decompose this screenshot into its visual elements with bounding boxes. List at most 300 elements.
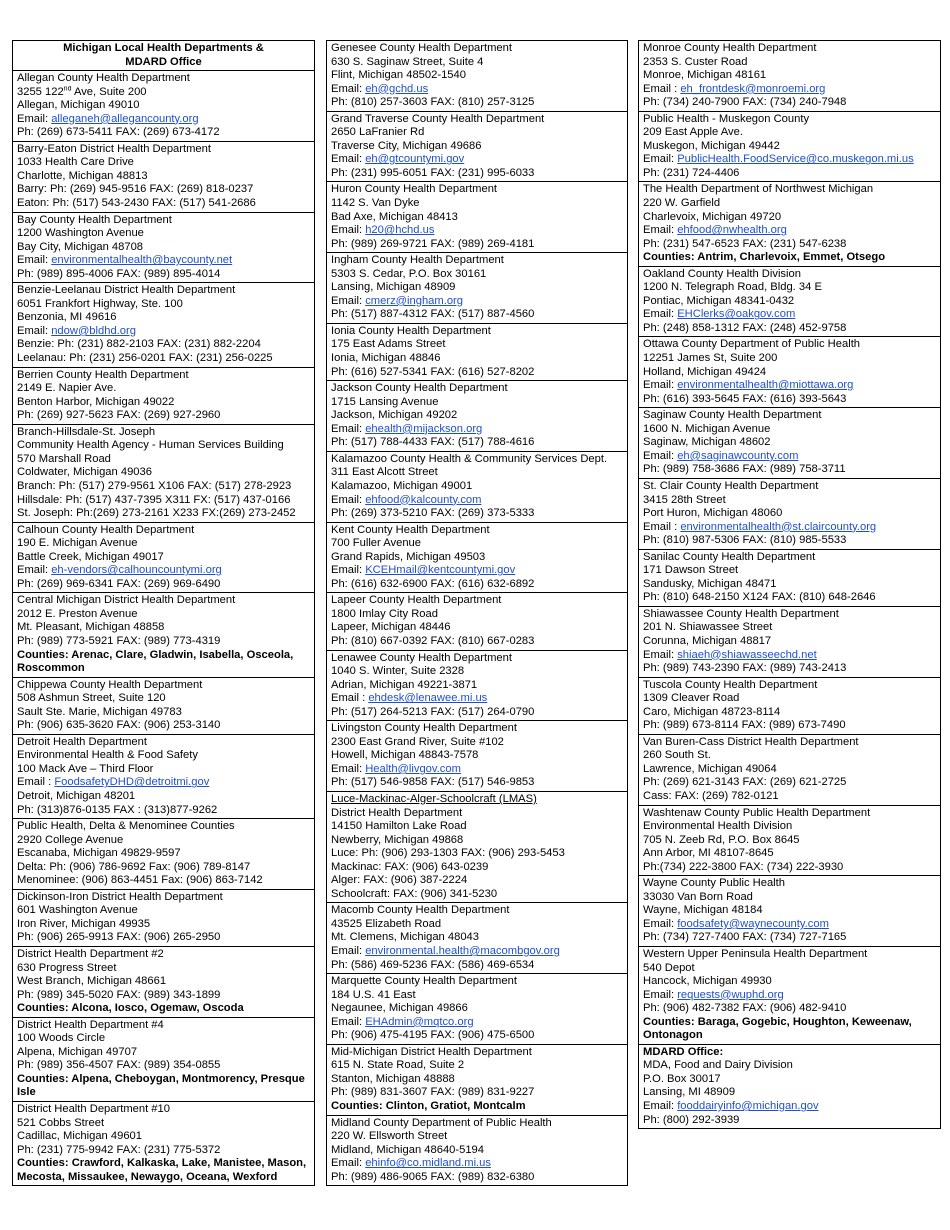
entry-line: Lawrence, Michigan 49064: [643, 762, 777, 775]
email-label: Email:: [331, 422, 366, 435]
email-label: Email:: [643, 648, 678, 661]
department-name: The Health Department of Northwest Michigan: [643, 183, 874, 196]
entry-line: Ph: (989) 743-2390 FAX: (989) 743-2413: [643, 662, 847, 675]
entry-line: Negaunee, Michigan 49866: [331, 1002, 468, 1015]
entry-line: Ph: (616) 527-5341 FAX: (616) 527-8202: [331, 365, 535, 378]
email-label: Email:: [331, 493, 366, 506]
department-entry: [327, 593, 627, 650]
entry-line: Ph: (906) 475-4195 FAX: (906) 475-6500: [331, 1029, 535, 1042]
department-name: Calhoun County Health Department: [17, 523, 195, 536]
email-label: Email:: [331, 224, 366, 237]
entry-line: Ph: (517) 264-5213 FAX: (517) 264-0790: [331, 705, 535, 718]
department-entry: [13, 947, 314, 1018]
department-entry: [639, 1045, 940, 1129]
entry-line: Muskegon, Michigan 49442: [643, 139, 780, 152]
email-link[interactable]: requests@wuphd.org: [677, 988, 784, 1001]
entry-line: Coldwater, Michigan 49036: [17, 466, 152, 479]
entry-line: [643, 989, 936, 1003]
counties-served: Counties: Baraga, Gogebic, Houghton, Keweenaw, Ontonagon: [643, 1015, 912, 1042]
entry-line: 190 E. Michigan Avenue: [17, 537, 138, 550]
entry-line: [643, 83, 936, 97]
entry-line: Luce: Ph: (906) 293-1303 FAX: (906) 293-5453: [331, 847, 565, 860]
department-entry: [13, 283, 314, 367]
email-link[interactable]: ehfood@kalcounty.com: [365, 493, 482, 506]
email-link[interactable]: environmentalhealth@miottawa.org: [677, 379, 854, 392]
department-name: Van Buren-Cass District Health Department: [643, 735, 859, 748]
entry-line-text: Luce-Mackinac-Alger-Schoolcraft (LMAS): [331, 792, 537, 805]
department-entry: [327, 792, 627, 903]
department-name: Wayne County Public Health: [643, 877, 785, 890]
column-3: [638, 40, 941, 1129]
department-entry: [327, 523, 627, 594]
entry-line: Ann Arbor, MI 48107-8645: [643, 847, 774, 860]
entry-line: Delta: Ph: (906) 786-9692 Fax: (906) 789-8147: [17, 860, 251, 873]
entry-line: [331, 423, 623, 437]
entry-line: [17, 325, 310, 339]
email-label: Email:: [17, 324, 52, 337]
email-link[interactable]: ehinfo@co.midland.mi.us: [365, 1157, 491, 1170]
entry-line: 630 S. Saginaw Street, Suite 4: [331, 55, 484, 68]
email-link[interactable]: foodsafety@waynecounty.com: [677, 917, 829, 930]
page-title-line-2: MDARD Office: [125, 55, 202, 68]
entry-line: Ph: (800) 292-3939: [643, 1113, 740, 1126]
entry-line: 43525 Elizabeth Road: [331, 917, 442, 930]
department-name: Chippewa County Health Department: [17, 678, 203, 691]
department-name: Sanilac County Health Department: [643, 550, 816, 563]
email-link[interactable]: shiaeh@shiawasseechd.net: [677, 648, 817, 661]
email-label: Email:: [17, 564, 52, 577]
email-label: Email:: [331, 153, 366, 166]
entry-line: [331, 494, 623, 508]
entry-line: 5303 S. Cedar, P.O. Box 30161: [331, 267, 487, 280]
entry-line: Escanaba, Michigan 49829-9597: [17, 847, 181, 860]
entry-line: Ph:(734) 222-3800 FAX: (734) 222-3930: [643, 860, 844, 873]
entry-line: Barry: Ph: (269) 945-9516 FAX: (269) 818-0237: [17, 183, 254, 196]
department-name: Public Health - Muskegon County: [643, 112, 810, 125]
entry-line: Ph: (989) 269-9721 FAX: (989) 269-4181: [331, 237, 535, 250]
entry-line: Ph: (989) 773-5921 FAX: (989) 773-4319: [17, 634, 221, 647]
department-entry: [639, 337, 940, 408]
entry-line: 700 Fuller Avenue: [331, 537, 421, 550]
email-link[interactable]: ehdesk@lenawee.mi.us: [368, 692, 488, 705]
department-entry: [13, 593, 314, 677]
entry-line: 209 East Apple Ave.: [643, 126, 743, 139]
entry-line: Allegan, Michigan 49010: [17, 99, 140, 112]
entry-line: 220 W. Ellsworth Street: [331, 1130, 448, 1143]
department-entry: [327, 974, 627, 1045]
column-3-entries: [639, 41, 940, 1129]
department-entry: [639, 479, 940, 550]
entry-line: Lapeer, Michigan 48446: [331, 621, 451, 634]
entry-line: [17, 564, 310, 578]
entry-line: 175 East Adams Street: [331, 338, 446, 351]
entry-line: Ph: (269) 373-5210 FAX: (269) 373-5333: [331, 507, 535, 520]
entry-line: Howell, Michigan 48843-7578: [331, 749, 479, 762]
email-link[interactable]: environmentalhealth@baycounty.net: [51, 254, 233, 267]
entry-line: Pontiac, Michigan 48341-0432: [643, 294, 795, 307]
counties-served: Counties: Alcona, Iosco, Ogemaw, Oscoda: [17, 1002, 244, 1015]
entry-line: [17, 776, 310, 790]
department-entry: [13, 425, 314, 523]
entry-line: Charlotte, Michigan 48813: [17, 169, 148, 182]
entry-line: Traverse City, Michigan 49686: [331, 139, 482, 152]
email-label: Email:: [643, 224, 678, 237]
department-name: Ionia County Health Department: [331, 324, 491, 337]
email-label: Email:: [331, 762, 366, 775]
entry-line: St. Joseph: Ph:(269) 273-2161 X233 FX:(269) 273-2452: [17, 507, 296, 520]
entry-line: Bad Axe, Michigan 48413: [331, 210, 458, 223]
entry-line: 311 East Alcott Street: [331, 466, 438, 479]
entry-line: Ph: (906) 265-9913 FAX: (906) 265-2950: [17, 931, 221, 944]
entry-line: Newberry, Michigan 49868: [331, 833, 464, 846]
department-entry: [639, 678, 940, 735]
page-title-line-1: Michigan Local Health Departments &: [63, 42, 264, 54]
entry-line: Stanton, Michigan 48888: [331, 1072, 455, 1085]
entry-line: Ph: (989) 673-8114 FAX: (989) 673-7490: [643, 719, 846, 732]
entry-line: Grand Rapids, Michigan 49503: [331, 550, 486, 563]
department-entry: [639, 408, 940, 479]
email-link[interactable]: ehfood@nwhealth.org: [677, 224, 787, 237]
entry-line: 2149 E. Napier Ave.: [17, 382, 117, 395]
entry-line: Cass: FAX: (269) 782-0121: [643, 789, 779, 802]
department-name: Midland County Department of Public Health: [331, 1116, 552, 1129]
department-entry: [13, 213, 314, 284]
email-link[interactable]: KCEHmail@kentcountymi.gov: [365, 564, 516, 577]
department-name: [331, 793, 623, 807]
entry-line: 100 Woods Circle: [17, 1032, 106, 1045]
department-name: Western Upper Peninsula Health Department: [643, 948, 868, 960]
department-entry: [327, 381, 627, 452]
entry-line: Detroit, Michigan 48201: [17, 789, 136, 802]
entry-line: 2300 East Grand River, Suite #102: [331, 735, 504, 748]
entry-line: Ph: (989) 345-5020 FAX: (989) 343-1899: [17, 988, 221, 1001]
counties-served: Counties: Clinton, Gratiot, Montcalm: [331, 1100, 526, 1113]
email-label: Email:: [331, 294, 366, 307]
email-label: Email:: [331, 945, 366, 957]
entry-line: 220 W. Garfield: [643, 197, 721, 210]
counties-served: Counties: Alpena, Cheboygan, Montmorency, Presque Isle: [17, 1072, 305, 1099]
entry-line: Ph: (616) 393-5645 FAX: (616) 393-5643: [643, 392, 847, 405]
entry-line: Lansing, Michigan 48909: [331, 281, 456, 294]
entry-line: Hancock, Michigan 49930: [643, 975, 772, 988]
email-link[interactable]: PublicHealth.FoodService@co.muskegon.mi.us: [677, 153, 914, 166]
department-name: District Health Department #4: [17, 1018, 164, 1031]
entry-line: Ph: (989) 758-3686 FAX: (989) 758-3711: [643, 463, 846, 476]
email-link[interactable]: environmentalhealth@st.claircounty.org: [680, 520, 877, 533]
entry-line: Menominee: (906) 863-4451 Fax: (906) 863-7142: [17, 874, 263, 887]
entry-line: Ph: (616) 632-6900 FAX: (616) 632-6892: [331, 577, 535, 590]
entry-line: 33030 Van Born Road: [643, 890, 753, 903]
entry-line: Ph: (810) 257-3603 FAX: (810) 257-3125: [331, 96, 535, 109]
department-entry: [327, 721, 627, 792]
entry-line: Ph: (734) 240-7900 FAX: (734) 240-7948: [643, 96, 847, 109]
department-name: Dickinson-Iron District Health Department: [17, 890, 223, 903]
email-label: Email :: [17, 776, 55, 789]
entry-line: Leelanau: Ph: (231) 256-0201 FAX: (231) 256-0225: [17, 352, 273, 365]
department-name: Kent County Health Department: [331, 523, 490, 536]
entry-line: Flint, Michigan 48502-1540: [331, 69, 466, 82]
department-name: Monroe County Health Department: [643, 42, 817, 54]
entry-line: Ph: (989) 895-4006 FAX: (989) 895-4014: [17, 267, 221, 280]
column-1-entries: [13, 71, 314, 1186]
email-label: Email :: [643, 82, 681, 95]
entry-line: 2920 College Avenue: [17, 833, 124, 846]
email-label: Email:: [643, 1100, 678, 1113]
department-name: Branch-Hillsdale-St. Joseph: [17, 425, 156, 438]
entry-line: Ph: (906) 482-7382 FAX: (906) 482-9410: [643, 1002, 847, 1015]
department-name: Public Health, Delta & Menominee Counties: [17, 820, 235, 833]
entry-line: 615 N. State Road, Suite 2: [331, 1059, 465, 1072]
entry-line: Alpena, Michigan 49707: [17, 1045, 138, 1058]
entry-line: Lansing, MI 48909: [643, 1086, 736, 1099]
department-entry: [639, 112, 940, 183]
department-name: Ottawa County Department of Public Health: [643, 338, 861, 351]
department-name: Huron County Health Department: [331, 183, 498, 196]
department-name: Benzie-Leelanau District Health Department: [17, 284, 236, 297]
entry-line: Hillsdale: Ph: (517) 437-7395 X311 FX: (517) 437-0166: [17, 493, 291, 506]
entry-line: [331, 153, 623, 167]
email-label: Email:: [643, 917, 678, 930]
entry-line: Ph: (269) 969-6341 FAX: (269) 969-6490: [17, 577, 221, 590]
directory-header: [13, 41, 314, 71]
entry-line: Cadillac, Michigan 49601: [17, 1130, 143, 1143]
entry-line: Bay City, Michigan 48708: [17, 240, 144, 253]
entry-line: 1033 Health Care Drive: [17, 156, 134, 169]
entry-line: 630 Progress Street: [17, 961, 117, 974]
email-link[interactable]: ndow@bldhd.org: [51, 324, 136, 337]
entry-line: Ph: (586) 469-5236 FAX: (586) 469-6534: [331, 958, 535, 971]
entry-line: Midland, Michigan 48640-5194: [331, 1143, 484, 1156]
entry-line: Schoolcraft: FAX: (906) 341-5230: [331, 887, 498, 900]
department-entry: [639, 735, 940, 806]
email-link[interactable]: fooddairyinfo@michigan.gov: [677, 1100, 819, 1113]
entry-line: P.O. Box 30017: [643, 1072, 721, 1085]
department-name: MDARD Office:: [643, 1045, 724, 1058]
entry-line: MDA, Food and Dairy Division: [643, 1059, 793, 1072]
department-entry: [13, 819, 314, 890]
department-entry: [327, 1116, 627, 1187]
entry-line: [17, 254, 310, 268]
entry-line: [643, 521, 936, 535]
entry-line: Ph: (906) 635-3620 FAX: (906) 253-3140: [17, 719, 221, 732]
department-name: District Health Department #10: [17, 1103, 170, 1116]
department-name: Grand Traverse County Health Department: [331, 112, 545, 125]
email-link[interactable]: EHClerks@oakgov.com: [677, 308, 796, 321]
entry-line: Mackinac: FAX: (906) 643-0239: [331, 860, 489, 873]
entry-line: 1200 Washington Avenue: [17, 227, 144, 240]
entry-line: [331, 83, 623, 97]
department-name: Jackson County Health Department: [331, 382, 508, 395]
entry-line: Ph: (989) 831-3607 FAX: (989) 831-9227: [331, 1086, 535, 1099]
entry-line: 1200 N. Telegraph Road, Bldg. 34 E: [643, 281, 822, 294]
department-entry: [639, 947, 940, 1045]
entry-line: [643, 379, 936, 393]
entry-line: Kalamazoo, Michigan 49001: [331, 479, 473, 492]
entry-line: Jackson, Michigan 49202: [331, 409, 458, 422]
email-link[interactable]: ehealth@mijackson.org: [365, 422, 483, 435]
counties-served: Counties: Crawford, Kalkaska, Lake, Manistee, Mason, Mecosta, Missaukee, Newaygo, Oceana, Wexford: [17, 1157, 307, 1183]
entry-line: Ph: (517) 788-4433 FAX: (517) 788-4616: [331, 436, 535, 449]
entry-line: 1600 N. Michigan Avenue: [643, 422, 771, 435]
department-name: Oakland County Health Division: [643, 267, 801, 280]
email-label: Email:: [331, 1015, 366, 1028]
entry-line: 1309 Cleaver Road: [643, 692, 740, 705]
department-name: Lenawee County Health Department: [331, 651, 512, 664]
department-entry: [327, 253, 627, 324]
entry-line: Sandusky, Michigan 48471: [643, 577, 777, 590]
department-entry: [327, 651, 627, 722]
entry-line: [643, 918, 936, 932]
department-entry: [327, 452, 627, 523]
entry-line: Ph: (313)876-0135 FAX : (313)877-9262: [17, 803, 218, 816]
email-link[interactable]: FoodsafetyDHD@detroitmi.gov: [54, 776, 210, 789]
email-link[interactable]: Health@livgov.com: [365, 762, 461, 775]
entry-line: 2012 E. Preston Avenue: [17, 607, 138, 620]
department-entry: [639, 182, 940, 266]
counties-served: Counties: Arenac, Clare, Gladwin, Isabella, Osceola, Roscommon: [17, 648, 294, 675]
entry-line: Ph: (517) 887-4312 FAX: (517) 887-4560: [331, 308, 535, 321]
entry-line: 3255 122nd Ave, Suite 200: [17, 85, 147, 98]
department-entry: [639, 607, 940, 678]
entry-line: Adrian, Michigan 49221-3871: [331, 678, 478, 691]
email-label: Email:: [331, 1157, 366, 1170]
email-label: Email:: [17, 112, 52, 125]
email-link[interactable]: h20@hchd.us: [365, 224, 435, 237]
entry-line: Mt. Clemens, Michigan 48043: [331, 931, 479, 944]
entry-line: Community Health Agency - Human Services Building: [17, 439, 284, 452]
department-name: Marquette County Health Department: [331, 975, 517, 988]
entry-line: Branch: Ph: (517) 279-9561 X106 FAX: (517) 278-2923: [17, 479, 292, 492]
department-name: Barry-Eaton District Health Department: [17, 142, 211, 155]
department-name: District Health Department #2: [17, 948, 164, 960]
email-label: Email:: [17, 254, 52, 267]
email-link[interactable]: cmerz@ingham.org: [365, 294, 463, 307]
email-label: Email:: [643, 308, 678, 321]
entry-line: 100 Mack Ave – Third Floor: [17, 762, 154, 775]
entry-line: 14150 Hamilton Lake Road: [331, 820, 467, 833]
email-link[interactable]: alleganeh@allegancounty.org: [51, 112, 199, 125]
department-entry: [13, 678, 314, 735]
entry-line: 521 Cobbs Street: [17, 1116, 105, 1129]
department-name: Berrien County Health Department: [17, 368, 189, 381]
department-entry: [13, 368, 314, 425]
entry-line: Wayne, Michigan 48184: [643, 904, 763, 917]
entry-line: Eaton: Ph: (517) 543-2430 FAX: (517) 541-2686: [17, 197, 256, 210]
entry-line: [331, 1016, 623, 1030]
department-name: Allegan County Health Department: [17, 72, 190, 85]
department-entry: [13, 1018, 314, 1102]
entry-line: Battle Creek, Michigan 49017: [17, 550, 164, 563]
email-link[interactable]: eh-vendors@calhouncountymi.org: [51, 564, 222, 577]
entry-line: Ph: (810) 648-2150 X124 FAX: (810) 648-2646: [643, 591, 876, 604]
entry-line: Ph: (231) 775-9942 FAX: (231) 775-5372: [17, 1143, 221, 1156]
entry-line: [331, 295, 623, 309]
department-entry: [327, 324, 627, 381]
department-name: Ingham County Health Department: [331, 254, 504, 267]
email-link[interactable]: EHAdmin@mqtco.org: [365, 1015, 474, 1028]
department-entry: [13, 523, 314, 594]
entry-line: Monroe, Michigan 48161: [643, 69, 767, 82]
entry-line: 1800 Imlay City Road: [331, 607, 438, 620]
department-entry: [639, 267, 940, 338]
entry-line: Caro, Michigan 48723-8114: [643, 705, 781, 718]
department-name: Shiawassee County Health Department: [643, 607, 839, 620]
department-entry: [327, 112, 627, 183]
entry-line: Ph: (231) 724-4406: [643, 166, 740, 179]
entry-line: Ph: (810) 987-5306 FAX: (810) 985-5533: [643, 534, 847, 547]
department-entry: [13, 71, 314, 142]
entry-line: Alger: FAX: (906) 387-2224: [331, 874, 468, 887]
department-name: Saginaw County Health Department: [643, 409, 822, 422]
department-entry: [639, 806, 940, 877]
email-link[interactable]: eh@gchd.us: [365, 82, 429, 95]
entry-line: District Health Department: [331, 806, 463, 819]
email-label: Email :: [331, 692, 369, 705]
entry-line: Benzonia, MI 49616: [17, 311, 117, 324]
entry-line: Environmental Health & Food Safety: [17, 749, 198, 762]
entry-line: 1040 S. Winter, Suite 2328: [331, 665, 465, 678]
entry-line: Holland, Michigan 49424: [643, 365, 767, 378]
entry-line: 6051 Frankfort Highway, Ste. 100: [17, 297, 183, 310]
department-entry: [13, 890, 314, 947]
entry-line: Ph: (248) 858-1312 FAX: (248) 452-9758: [643, 321, 847, 334]
department-entry: [639, 550, 940, 607]
email-link[interactable]: environmental.health@macombgov.org: [365, 945, 560, 957]
entry-line: 540 Depot: [643, 961, 695, 974]
entry-line: Corunna, Michigan 48817: [643, 634, 772, 647]
department-entry: [639, 41, 940, 112]
entry-line: [331, 692, 623, 706]
entry-line: 1142 S. Van Dyke: [331, 197, 420, 210]
entry-line: [643, 450, 936, 464]
entry-line: Ph: (269) 621-3143 FAX: (269) 621-2725: [643, 776, 847, 789]
department-entry: [327, 903, 627, 974]
department-name: Washtenaw County Public Health Department: [643, 806, 871, 819]
entry-line: [331, 763, 623, 777]
entry-line: [17, 113, 310, 127]
entry-line: [643, 1100, 936, 1114]
entry-line: [643, 153, 936, 167]
entry-line: Ph: (231) 547-6523 FAX: (231) 547-6238: [643, 237, 847, 250]
email-link[interactable]: eh@saginawcounty.com: [677, 449, 799, 462]
department-name: Genesee County Health Department: [331, 42, 512, 54]
entry-line: Ph: (810) 667-0392 FAX: (810) 667-0283: [331, 634, 535, 647]
entry-line: 171 Dawson Street: [643, 564, 739, 577]
department-name: Macomb County Health Department: [331, 904, 510, 917]
entry-line: Benzie: Ph: (231) 882-2103 FAX: (231) 882-2204: [17, 338, 261, 351]
entry-line: 184 U.S. 41 East: [331, 988, 416, 1001]
entry-line: [643, 224, 936, 238]
entry-line: Ph: (269) 927-5623 FAX: (269) 927-2960: [17, 409, 221, 422]
department-name: Lapeer County Health Department: [331, 594, 502, 607]
entry-line: Ionia, Michigan 48846: [331, 352, 441, 365]
email-label: Email:: [643, 153, 678, 166]
email-link[interactable]: eh_frontdesk@monroemi.org: [680, 82, 826, 95]
department-name: Mid-Michigan District Health Department: [331, 1045, 532, 1058]
entry-line: 570 Marshall Road: [17, 452, 111, 465]
entry-line: 601 Washington Avenue: [17, 904, 138, 917]
email-label: Email:: [643, 379, 678, 392]
email-link[interactable]: eh@gtcountymi.gov: [365, 153, 465, 166]
department-entry: [639, 876, 940, 947]
department-name: Livingston County Health Department: [331, 722, 517, 735]
department-entry: [13, 735, 314, 819]
email-label: Email:: [643, 988, 678, 1001]
department-name: Central Michigan District Health Department: [17, 594, 236, 607]
entry-line: [643, 308, 936, 322]
entry-line: [331, 224, 623, 238]
entry-line: 705 N. Zeeb Rd, P.O. Box 8645: [643, 833, 800, 846]
